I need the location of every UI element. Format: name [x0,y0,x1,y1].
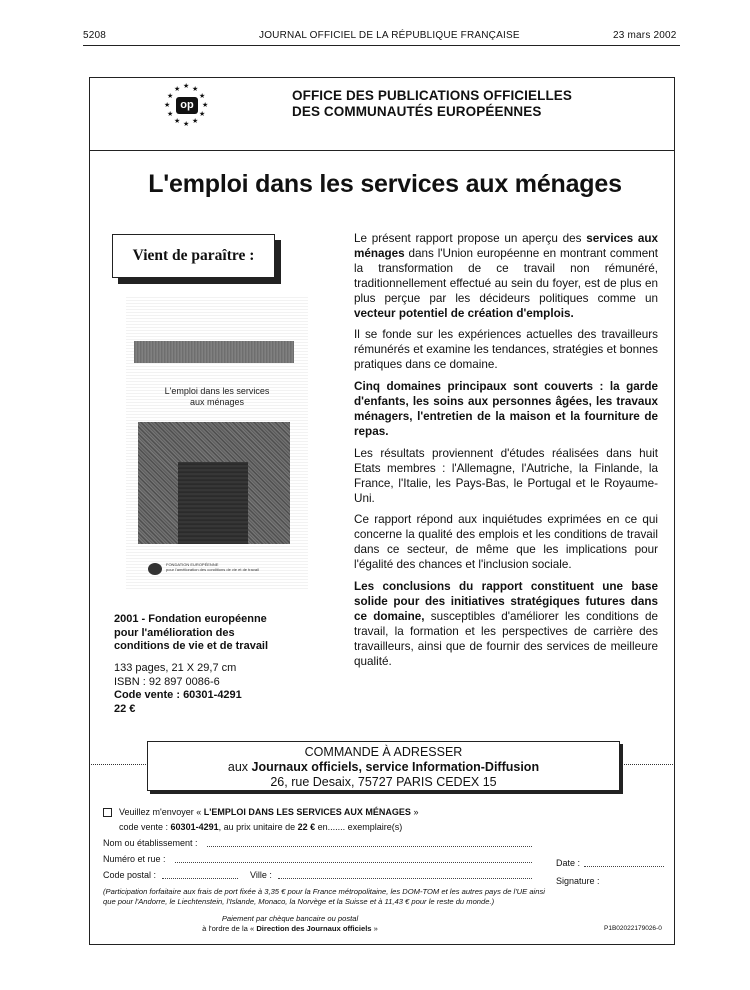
p6-part-b: susceptibles d'améliorer les conditions de travail, la formation et les perspectives de carrière des travailleurs, ainsi que de fournir des services de meilleure qualité. [354,609,658,668]
publisher-line2: DES COMMUNAUTÉS EUROPÉENNES [292,104,542,119]
request-checkbox[interactable] [103,808,112,817]
order-line1: COMMANDE À ADRESSER [304,745,463,759]
shipping-line1: (Participation forfaitaire aux frais de port fixée à 3,35 € pour la France métropolitaine, les DOM-TOM et les autres pays de l'UE ainsi [103,887,545,896]
code-text-c: , au prix unitaire de [218,822,298,832]
order-line2 [148,760,619,775]
paragraph-2: Il se fonde sur les expériences actuelles des travailleurs rémunérés et examine les tendances, stratégies et bonnes pratiques dans ce domaine. [354,328,658,372]
publisher-line1: OFFICE DES PUBLICATIONS OFFICIELLES [292,88,573,103]
cover-house-shape [178,462,248,544]
paragraph-3: Cinq domaines principaux sont couverts : la garde d'enfants, les soins aux personnes âgées, les travaux ménagers, l'entretien de la maison et la fourniture de repas. [354,380,658,438]
order-line3: 26, rue Desaix, 75727 PARIS CEDEX 15 [270,775,497,789]
book-info-line3: conditions de vie et de travail [114,640,269,653]
book-info-line2: pour l'amélioration des [114,626,235,639]
shipping-note [103,887,545,907]
payment-note [200,914,380,934]
header-rule [83,45,680,46]
street-label: Numéro et rue : [103,854,166,864]
cover-title-line2: aux ménages [189,397,245,407]
order-dots-right [624,764,673,765]
city-label: Ville : [250,870,272,880]
p1-part-d: vecteur potentiel de création d'emplois. [354,306,574,320]
book-pages: 133 pages, 21 X 29,7 cm [114,662,237,674]
book-publisher-info [114,613,268,654]
code-text-a: code vente : [119,822,171,832]
p1-part-c: dans l'Union européenne en montrant comment la transformation de ce travail non rémunéré, traditionnellement effectué au sein du foyer, est de plus en plus perçue par les décideurs politiques comme un [354,246,658,305]
name-field[interactable] [207,846,532,847]
date-field[interactable] [584,866,664,867]
p6-part-a: Les conclusions du rapport constituent une base solide pour des initiatives stratégiques futures dans ce domaine, [354,580,658,623]
payment-line2-a: à l'ordre de la « [202,924,257,933]
order-line2-a: aux [227,760,252,774]
book-info-line1: 2001 - Fondation européenne [114,613,267,625]
publisher-divider [89,150,675,151]
code-text-b: 60301-4291 [170,822,219,832]
cover-title [126,386,308,408]
page-number: 5208 [83,30,107,41]
cover-foundation-line2: pour l'amélioration des conditions de vie et de travail [166,567,259,572]
paragraph-4: Les résultats proviennent d'études réalisées dans huit Etats membres : l'Allemagne, l'Autriche, la Finlande, la France, l'Italie, les Pays-Bas, le Portugal et le Royaume-Uni. [354,446,658,505]
request-text-a: Veuillez m'envoyer « [119,807,204,817]
code-text-e: en....... exemplaire(s) [315,822,403,832]
book-code: Code vente : 60301-4291 [114,689,242,702]
cover-photo [138,422,290,544]
postal-label: Code postal : [103,870,157,880]
reference-number: P1B02022179026-0 [604,925,662,932]
order-address-box [147,741,620,791]
city-field[interactable] [278,878,532,879]
postal-field[interactable] [162,878,238,879]
cover-band [134,341,294,363]
paragraph-1 [354,232,658,321]
request-text-c: » [410,807,419,817]
publisher-name [292,88,572,120]
paragraph-6 [354,580,658,669]
journal-title: JOURNAL OFFICIEL DE LA RÉPUBLIQUE FRANÇAISE [259,30,520,41]
cover-foundation-line1: FONDATION EUROPÉENNE [166,562,219,567]
signature-label: Signature : [556,876,600,886]
book-price: 22 € [114,702,136,715]
street-field[interactable] [175,862,532,863]
order-request-line [103,807,418,818]
code-text-d: 22 € [297,822,316,832]
name-label: Nom ou établissement : [103,838,198,848]
payment-line2-c: » [371,924,378,933]
new-release-badge: Vient de paraître : [112,234,275,278]
book-details [114,662,242,716]
request-text-b: L'EMPLOI DANS LES SERVICES AUX MÉNAGES [203,807,411,817]
payment-line2-b: Direction des Journaux officiels [256,924,372,933]
shipping-line2: que pour l'Andorre, le Liechtenstein, l'Islande, Monaco, la Norvège et la Suisse et à 11,43 € pour le reste du monde.) [103,897,495,906]
op-logo-text: op [176,97,198,114]
p1-part-a: Le présent rapport propose un aperçu des [354,232,587,245]
cover-foundation-text [166,562,296,572]
paragraph-5: Ce rapport répond aux inquiétudes exprimées en ce qui concerne la qualité des emplois et les conditions de travail dans ce secteur, de même que les implications pour l'égalité des chances et l'inclusion sociale. [354,513,658,572]
foundation-logo-icon [148,563,162,575]
order-dots-left [91,764,146,765]
page-title: L'emploi dans les services aux ménages [148,170,622,198]
eu-op-logo-icon: ★ ★ ★ ★ ★ ★ ★ ★ ★ ★ ★ ★ op [164,83,209,128]
payment-line2 [200,924,380,934]
book-cover-image [126,296,308,589]
payment-line1: Paiement par chèque bancaire ou postal [221,914,359,923]
cover-title-line1: L'emploi dans les services [164,386,270,396]
p1-part-b: services aux ménages [354,232,658,260]
order-line2-b: Journaux officiels, service Information-Diffusion [251,760,540,774]
date-label: Date : [556,858,581,868]
book-isbn: ISBN : 92 897 0086-6 [114,675,220,688]
order-code-line [119,822,402,833]
description-text [354,232,658,676]
issue-date: 23 mars 2002 [613,30,677,41]
